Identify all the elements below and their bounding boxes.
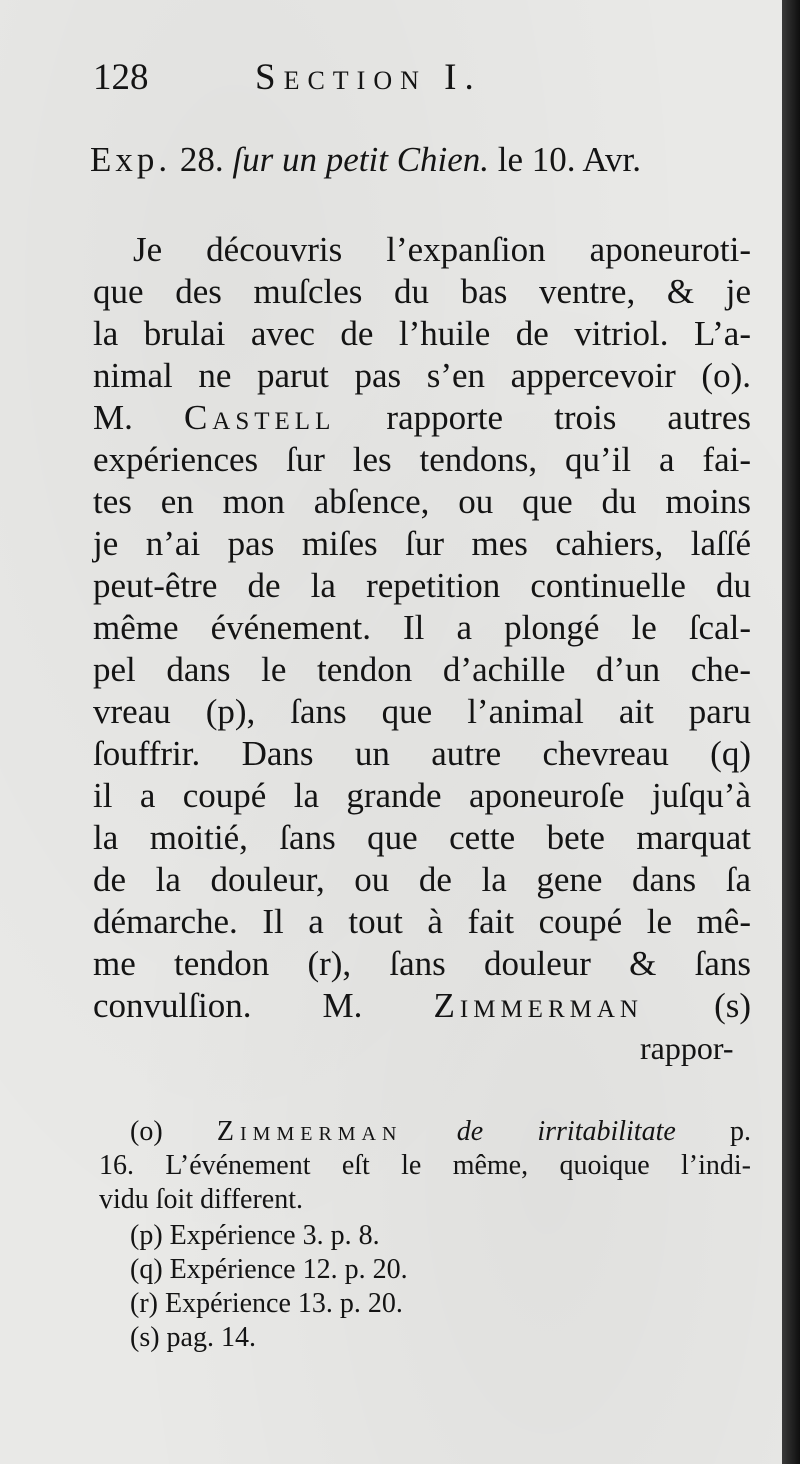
footnote-item xyxy=(130,1256,408,1284)
running-header: Section I. xyxy=(255,57,482,98)
footnote-title: de irritabilitate xyxy=(456,1116,676,1147)
castell-line-suffix: rapporte trois autres xyxy=(335,398,751,437)
book-spine-shadow xyxy=(782,0,800,1464)
body-line: il a coupé la grande aponeuroſe juſqu’à xyxy=(93,776,751,815)
zimmerman-line-suffix: (s) xyxy=(642,986,751,1025)
footnote-author: Zimmerman xyxy=(216,1116,403,1147)
body-line: je n’ai pas miſes ſur mes cahiers, laſſé xyxy=(93,524,751,563)
castell-line-prefix: M. xyxy=(93,398,184,437)
footnote-page: p. xyxy=(730,1116,752,1147)
experiment-number: 28. xyxy=(179,140,224,179)
body-line: la moitié, ſans que cette bete marquat xyxy=(93,818,751,857)
body-line: ſouffrir. Dans un autre chevreau (q) xyxy=(93,734,751,773)
author-name: Zimmerman xyxy=(433,986,643,1025)
catchword: rappor- xyxy=(640,1030,734,1066)
experiment-heading xyxy=(90,140,641,180)
body-line: tes en mon abſence, ou que du moins xyxy=(93,482,751,521)
body-line: que des muſcles du bas ventre, & je xyxy=(93,272,751,311)
footnote-marker: (s) xyxy=(130,1322,160,1353)
experiment-label: Exp. xyxy=(90,140,172,179)
footnote-item xyxy=(130,1324,256,1352)
body-line: Je découvris l’expanſion aponeuroti- xyxy=(133,230,751,269)
page-number: 128 xyxy=(93,57,149,98)
body-line: vreau (p), ſans que l’animal ait paru xyxy=(93,692,751,731)
zimmerman-line-prefix: convulſion. M. xyxy=(93,986,434,1025)
body-line: peut-être de la repetition continuelle du xyxy=(93,566,751,605)
footnote-marker: (q) xyxy=(130,1254,163,1285)
footnote-item xyxy=(130,1222,380,1250)
body-line: nimal ne parut pas s’en appercevoir (o). xyxy=(93,356,751,395)
footnote-text: pag. 14. xyxy=(166,1322,256,1353)
footnote-marker: (r) xyxy=(130,1288,158,1319)
footnote-text: Expérience 3. p. 8. xyxy=(169,1220,380,1251)
body-line: la brulai avec de l’huile de vitriol. L’a- xyxy=(93,314,751,353)
body-line: démarche. Il a tout à fait coupé le mê- xyxy=(93,902,751,941)
footnote-marker: (p) xyxy=(130,1220,163,1251)
footnote-o-line2: 16. L’événement eſt le même, quoique l’indi- xyxy=(99,1150,751,1181)
footnote-text: Expérience 13. p. 20. xyxy=(164,1288,403,1319)
author-name: Castell xyxy=(183,398,336,437)
experiment-subject: ſur un petit Chien. xyxy=(232,140,490,179)
footnote-o-line1 xyxy=(130,1118,751,1146)
footnote-o-line3: vidu ſoit different. xyxy=(99,1184,303,1215)
experiment-date: le 10. Avr. xyxy=(497,140,642,179)
footnote-text: Expérience 12. p. 20. xyxy=(169,1254,408,1285)
body-line xyxy=(93,400,751,435)
body-line: expériences ſur les tendons, qu’il a fai- xyxy=(93,440,751,479)
body-line: même événement. Il a plongé le ſcal- xyxy=(93,608,751,647)
footnote-item xyxy=(130,1290,403,1318)
body-line xyxy=(93,988,751,1023)
body-line: pel dans le tendon d’achille d’un che- xyxy=(93,650,751,689)
body-line: me tendon (r), ſans douleur & ſans xyxy=(93,944,751,983)
body-line: de la douleur, ou de la gene dans ſa xyxy=(93,860,751,899)
footnote-marker: (o) xyxy=(130,1116,163,1147)
